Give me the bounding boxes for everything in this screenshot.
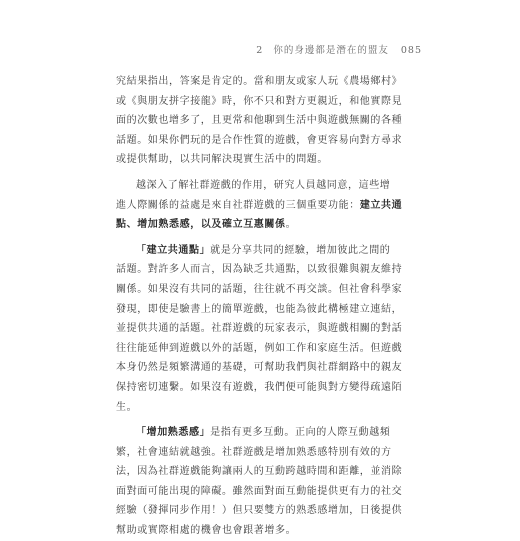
text-line [116, 443, 406, 463]
text-line [116, 241, 406, 261]
page-number: 085 [400, 45, 422, 56]
text-line [116, 92, 406, 112]
text-line [116, 280, 406, 300]
text-run: 究結果指出，答案是肯定的。當和朋友或家人玩《農場鄉村》 [116, 76, 403, 87]
text-line [116, 111, 406, 131]
paragraph [116, 176, 406, 235]
text-run: 越深入了解社群遊戲的作用，研究人員越同意，這些增 [136, 179, 391, 191]
emphasis-text: 點、增加熟悉感，以及確立互惠關係 [116, 219, 286, 231]
text-line [116, 196, 406, 216]
text-run: 往往能延伸到遊戲以外的話題，例如工作和家庭生活。但遊戲 [116, 342, 403, 354]
text-line [116, 358, 406, 378]
running-header [256, 42, 422, 56]
text-line [116, 462, 406, 482]
text-line [116, 482, 406, 502]
chapter-number: 2 [256, 45, 264, 56]
text-run: 或《與朋友拼字接龍》時，你不只和對方更親近，和他實際見 [116, 95, 403, 107]
text-line [116, 398, 406, 418]
text-line [116, 521, 406, 541]
text-line [116, 176, 406, 196]
text-run: 發現，即使是驗書上的簡單遊戲，也能為彼此構極建立連結， [116, 303, 403, 315]
body-text [116, 72, 406, 541]
text-run: 面對面可能出現的障礙。雖然面對面互動能提供更有力的社交 [116, 485, 403, 497]
text-line [116, 423, 406, 443]
text-run: 生。 [116, 401, 138, 413]
text-run: 繁，社會連結就越強。社群遊戲是增加熟悉感特別有效的方 [116, 446, 392, 458]
text-run: 關係。如果沒有共同的話題，往往就不再交談。但社會科學家 [116, 283, 403, 295]
text-line [116, 501, 406, 521]
paragraph [116, 72, 406, 170]
text-line [116, 300, 406, 320]
emphasis-text: 「建立共通點」 [136, 244, 211, 256]
text-run: 。 [285, 219, 297, 231]
text-run: 是指有更多互動。正向的人際互動越頻 [210, 427, 391, 439]
text-run: 面的次數也增多了，且更常和他聊到生活中與遊戲無關的各種 [116, 115, 403, 127]
paragraph [116, 241, 406, 417]
text-line [116, 319, 406, 339]
text-line [116, 72, 406, 92]
chapter-title: 你的身邊都是潛在的盟友 [273, 45, 389, 56]
emphasis-text: 建立共通 [359, 199, 403, 211]
text-run: 幫助或實際相處的機會也會跟著增多。 [116, 525, 297, 537]
text-run: 經驗（發揮同步作用！）但只要雙方的熟悉感增加，日後提供 [116, 505, 403, 517]
paragraph [116, 423, 406, 541]
text-line [116, 131, 406, 151]
text-run: 或提供幫助，以共同解決現實生活中的問題。 [116, 154, 328, 166]
text-line [116, 260, 406, 280]
text-run: 法，因為社群遊戲能夠讓兩人的互動跨越時間和距離，並消除 [116, 466, 403, 478]
text-run: 本身仍然是頻繁溝通的基礎，可幫助我們與社群網路中的親友 [116, 362, 403, 374]
text-run: 話題。如果你們玩的是合作性質的遊戲，會更容易向對方尋求 [116, 134, 403, 146]
text-line [116, 215, 406, 235]
text-line [116, 339, 406, 359]
text-run: 進人際關係的益處是來自社群遊戲的三個重要功能： [116, 199, 360, 211]
text-line [116, 150, 406, 170]
text-run: 就是分享共同的經驗，增加彼此之間的 [210, 244, 391, 256]
emphasis-text: 「增加熟悉感」 [136, 427, 211, 439]
text-run: 話題。對許多人而言，因為缺乏共通點，以致很難與親友維持 [116, 264, 403, 276]
text-run: 保持密切連繫。如果沒有遊戲，我們便可能與對方變得疏遠陌 [116, 381, 403, 393]
text-line [116, 378, 406, 398]
text-run: 並提供共通的話題。社群遊戲的玩家表示，與遊戲相關的對話 [116, 323, 403, 335]
